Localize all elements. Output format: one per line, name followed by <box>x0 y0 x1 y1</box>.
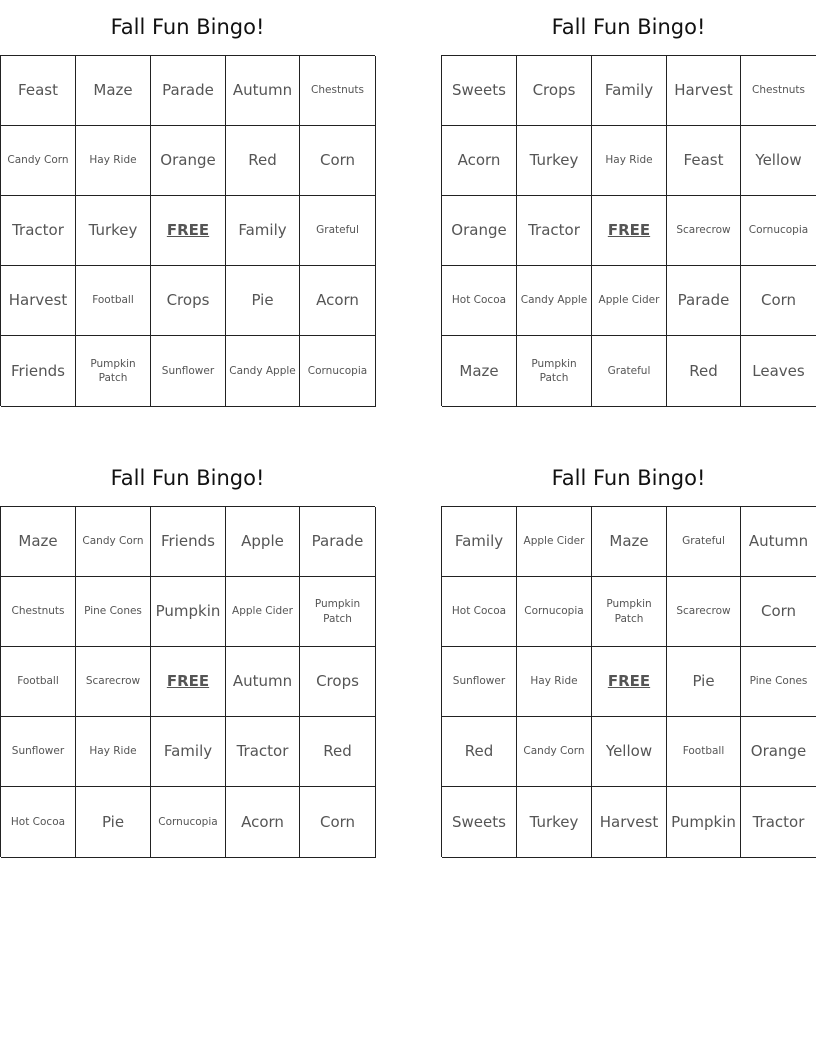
bingo-cell: Scarecrow <box>667 196 741 266</box>
bingo-cell: Grateful <box>667 507 741 577</box>
bingo-cell: Crops <box>151 266 226 336</box>
bingo-cell: Family <box>592 56 667 126</box>
card-title: Fall Fun Bingo! <box>110 466 265 490</box>
bingo-cell: Friends <box>151 507 226 577</box>
card-title: Fall Fun Bingo! <box>110 15 265 39</box>
bingo-cell: Cornucopia <box>517 577 592 647</box>
card-title: Fall Fun Bingo! <box>551 15 706 39</box>
bingo-cell: Apple Cider <box>592 266 667 336</box>
bingo-cell: Candy Corn <box>76 507 151 577</box>
bingo-cell: Sweets <box>442 787 517 858</box>
bingo-cell: Pumpkin Patch <box>517 336 592 407</box>
bingo-cell: Harvest <box>592 787 667 858</box>
bingo-cell: Parade <box>300 507 376 577</box>
bingo-cell: Orange <box>151 126 226 196</box>
bingo-cell: Turkey <box>517 126 592 196</box>
bingo-cell: Sunflower <box>151 336 226 407</box>
bingo-cell: Scarecrow <box>667 577 741 647</box>
bingo-cell: Red <box>667 336 741 407</box>
bingo-cell: Apple Cider <box>226 577 300 647</box>
bingo-cell: Harvest <box>667 56 741 126</box>
bingo-cell: Feast <box>667 126 741 196</box>
bingo-cell: Maze <box>442 336 517 407</box>
bingo-cell: Corn <box>741 577 816 647</box>
bingo-cell: Autumn <box>226 647 300 717</box>
bingo-cell: Chestnuts <box>300 56 376 126</box>
bingo-cell: Hay Ride <box>517 647 592 717</box>
bingo-cell: Red <box>300 717 376 787</box>
bingo-cell: Football <box>667 717 741 787</box>
free-space: FREE <box>151 196 226 266</box>
bingo-grid <box>0 506 375 857</box>
bingo-cell: Pine Cones <box>76 577 151 647</box>
bingo-cell: Pumpkin Patch <box>592 577 667 647</box>
bingo-cell: Turkey <box>517 787 592 858</box>
bingo-cell: Maze <box>1 507 76 577</box>
bingo-cell: Crops <box>300 647 376 717</box>
bingo-cell: Cornucopia <box>300 336 376 407</box>
bingo-cell: Parade <box>667 266 741 336</box>
bingo-cell: Corn <box>300 787 376 858</box>
bingo-cell: Yellow <box>741 126 816 196</box>
bingo-cell: Football <box>1 647 76 717</box>
bingo-cell: Tractor <box>226 717 300 787</box>
free-space: FREE <box>592 647 667 717</box>
bingo-cell: Orange <box>442 196 517 266</box>
free-space: FREE <box>592 196 667 266</box>
bingo-cell: Hay Ride <box>76 717 151 787</box>
bingo-cell: Feast <box>1 56 76 126</box>
bingo-cell: Turkey <box>76 196 151 266</box>
bingo-cell: Pumpkin Patch <box>76 336 151 407</box>
bingo-cell: Apple <box>226 507 300 577</box>
bingo-cell: Orange <box>741 717 816 787</box>
bingo-cell: Hay Ride <box>592 126 667 196</box>
bingo-grid <box>441 55 816 406</box>
bingo-cell: Sunflower <box>1 717 76 787</box>
bingo-cell: Crops <box>517 56 592 126</box>
bingo-cell: Acorn <box>442 126 517 196</box>
bingo-cell: Yellow <box>592 717 667 787</box>
bingo-cell: Tractor <box>1 196 76 266</box>
bingo-cell: Corn <box>741 266 816 336</box>
bingo-cell: Chestnuts <box>741 56 816 126</box>
bingo-cell: Hot Cocoa <box>442 577 517 647</box>
bingo-cell: Sweets <box>442 56 517 126</box>
free-space: FREE <box>151 647 226 717</box>
bingo-cell: Hot Cocoa <box>1 787 76 858</box>
bingo-cell: Scarecrow <box>76 647 151 717</box>
bingo-cell: Pie <box>76 787 151 858</box>
bingo-cell: Hot Cocoa <box>442 266 517 336</box>
bingo-cell: Hay Ride <box>76 126 151 196</box>
bingo-cell: Candy Corn <box>517 717 592 787</box>
bingo-cell: Pie <box>667 647 741 717</box>
bingo-cell: Parade <box>151 56 226 126</box>
bingo-cell: Acorn <box>226 787 300 858</box>
bingo-cell: Acorn <box>300 266 376 336</box>
bingo-grid <box>441 506 816 857</box>
bingo-cell: Pumpkin <box>151 577 226 647</box>
bingo-cell: Candy Apple <box>226 336 300 407</box>
bingo-cell: Red <box>442 717 517 787</box>
bingo-cell: Autumn <box>226 56 300 126</box>
bingo-cell: Pumpkin Patch <box>300 577 376 647</box>
bingo-cell: Maze <box>592 507 667 577</box>
bingo-cell: Harvest <box>1 266 76 336</box>
bingo-cell: Pie <box>226 266 300 336</box>
bingo-cell: Leaves <box>741 336 816 407</box>
bingo-cell: Chestnuts <box>1 577 76 647</box>
bingo-cell: Apple Cider <box>517 507 592 577</box>
bingo-cell: Red <box>226 126 300 196</box>
bingo-cell: Candy Corn <box>1 126 76 196</box>
bingo-cell: Cornucopia <box>151 787 226 858</box>
bingo-cell: Pine Cones <box>741 647 816 717</box>
bingo-cell: Family <box>226 196 300 266</box>
bingo-cell: Maze <box>76 56 151 126</box>
bingo-cell: Football <box>76 266 151 336</box>
card-title: Fall Fun Bingo! <box>551 466 706 490</box>
bingo-cell: Grateful <box>592 336 667 407</box>
bingo-cell: Pumpkin <box>667 787 741 858</box>
bingo-cell: Autumn <box>741 507 816 577</box>
bingo-cell: Family <box>442 507 517 577</box>
bingo-cell: Corn <box>300 126 376 196</box>
bingo-cell: Tractor <box>741 787 816 858</box>
bingo-cell: Friends <box>1 336 76 407</box>
bingo-cell: Family <box>151 717 226 787</box>
bingo-cell: Cornucopia <box>741 196 816 266</box>
bingo-cell: Candy Apple <box>517 266 592 336</box>
bingo-grid <box>0 55 375 406</box>
bingo-cell: Tractor <box>517 196 592 266</box>
bingo-cell: Sunflower <box>442 647 517 717</box>
bingo-cell: Grateful <box>300 196 376 266</box>
